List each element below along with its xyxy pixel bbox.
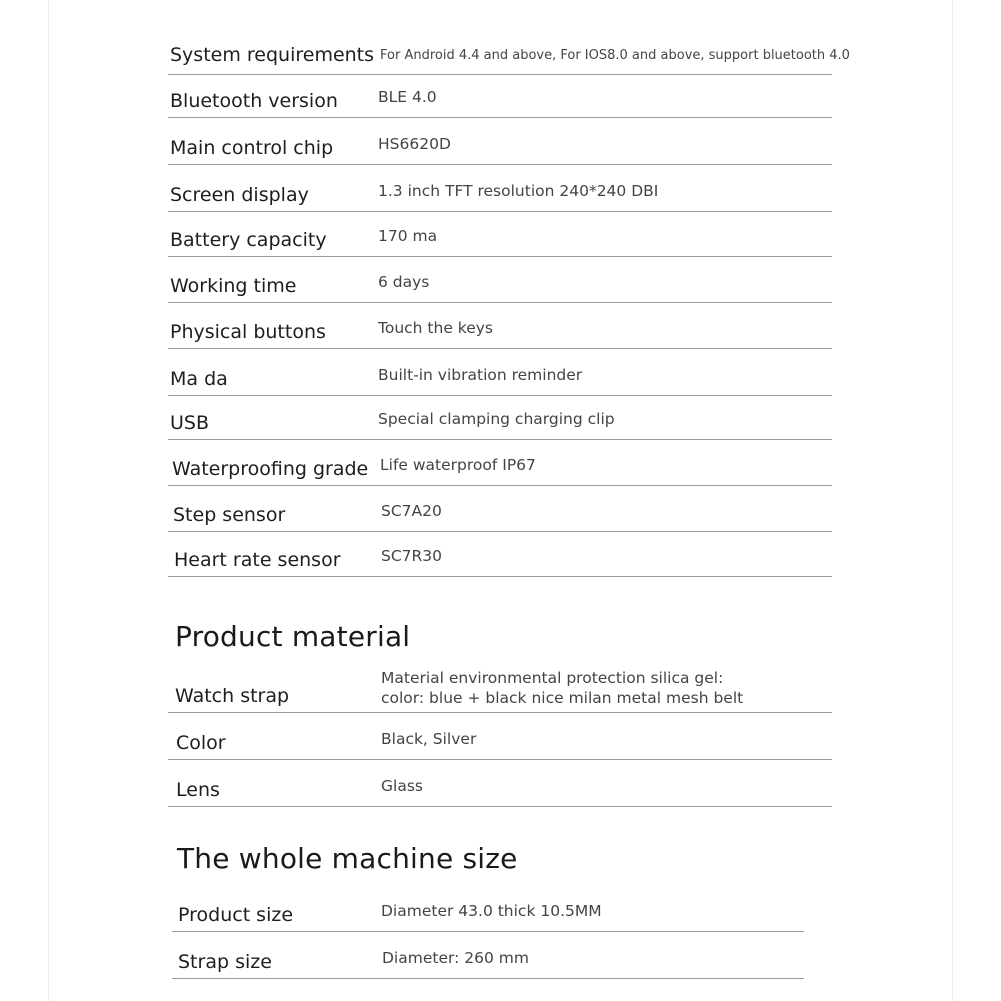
spec-value: Material environmental protection silica gel: color: blue + black nice milan metal mesh belt — [381, 669, 744, 707]
spec-row-ma-da — [168, 348, 832, 396]
spec-label: Strap size — [178, 951, 272, 973]
product-material-heading: Product material — [175, 620, 411, 653]
spec-row-color — [168, 712, 832, 760]
spec-row-main-control-chip — [168, 117, 832, 165]
spec-label: Lens — [176, 779, 220, 801]
spec-value: Special clamping charging clip — [378, 410, 615, 428]
spec-label: Watch strap — [175, 685, 290, 707]
spec-row-bluetooth-version — [168, 74, 832, 118]
spec-row-system-requirements — [168, 30, 850, 75]
spec-label: Main control chip — [170, 137, 334, 159]
spec-label: Color — [176, 732, 226, 754]
spec-label: Product size — [178, 904, 294, 926]
spec-label: System requirements — [170, 44, 375, 66]
page-left-edge — [48, 0, 49, 1001]
spec-value: BLE 4.0 — [378, 88, 437, 106]
page-right-edge — [952, 0, 953, 1001]
spec-label: USB — [170, 412, 210, 434]
spec-value: HS6620D — [378, 135, 451, 153]
spec-value: Black, Silver — [381, 730, 477, 748]
spec-row-battery-capacity — [168, 211, 832, 257]
spec-row-physical-buttons — [168, 302, 832, 349]
spec-value: Touch the keys — [378, 319, 493, 337]
spec-value: SC7R30 — [381, 547, 443, 565]
spec-value: Diameter 43.0 thick 10.5MM — [381, 902, 602, 920]
spec-value: Built-in vibration reminder — [378, 366, 583, 384]
spec-row-usb — [168, 395, 832, 440]
spec-label: Heart rate sensor — [174, 549, 341, 571]
spec-value: 1.3 inch TFT resolution 240*240 DBI — [378, 182, 659, 200]
machine-size-heading: The whole machine size — [177, 842, 518, 875]
spec-row-working-time — [168, 256, 832, 303]
spec-row-screen-display — [168, 164, 832, 212]
spec-row-product-size — [172, 886, 804, 932]
spec-row-watch-strap — [168, 660, 832, 713]
spec-row-waterproofing-grade — [168, 439, 832, 486]
spec-label: Waterproofing grade — [172, 458, 369, 480]
spec-row-lens — [168, 759, 832, 807]
spec-label: Battery capacity — [170, 229, 327, 251]
spec-value: Diameter: 260 mm — [382, 949, 529, 967]
spec-row-strap-size — [172, 931, 804, 979]
spec-value: For Android 4.4 and above, For IOS8.0 and above, support bluetooth 4.0 — [380, 48, 850, 63]
spec-label: Working time — [170, 275, 297, 297]
spec-value: Life waterproof IP67 — [380, 456, 536, 474]
spec-row-heart-rate-sensor — [168, 531, 832, 577]
spec-value: SC7A20 — [381, 502, 442, 520]
spec-label: Bluetooth version — [170, 90, 338, 112]
spec-label: Screen display — [170, 184, 309, 206]
spec-label: Step sensor — [173, 504, 286, 526]
spec-value: 170 ma — [378, 227, 438, 245]
spec-label: Ma da — [170, 368, 228, 390]
spec-value: 6 days — [378, 273, 430, 291]
spec-value: Glass — [381, 777, 423, 795]
spec-row-step-sensor — [168, 485, 832, 532]
spec-label: Physical buttons — [170, 321, 326, 343]
